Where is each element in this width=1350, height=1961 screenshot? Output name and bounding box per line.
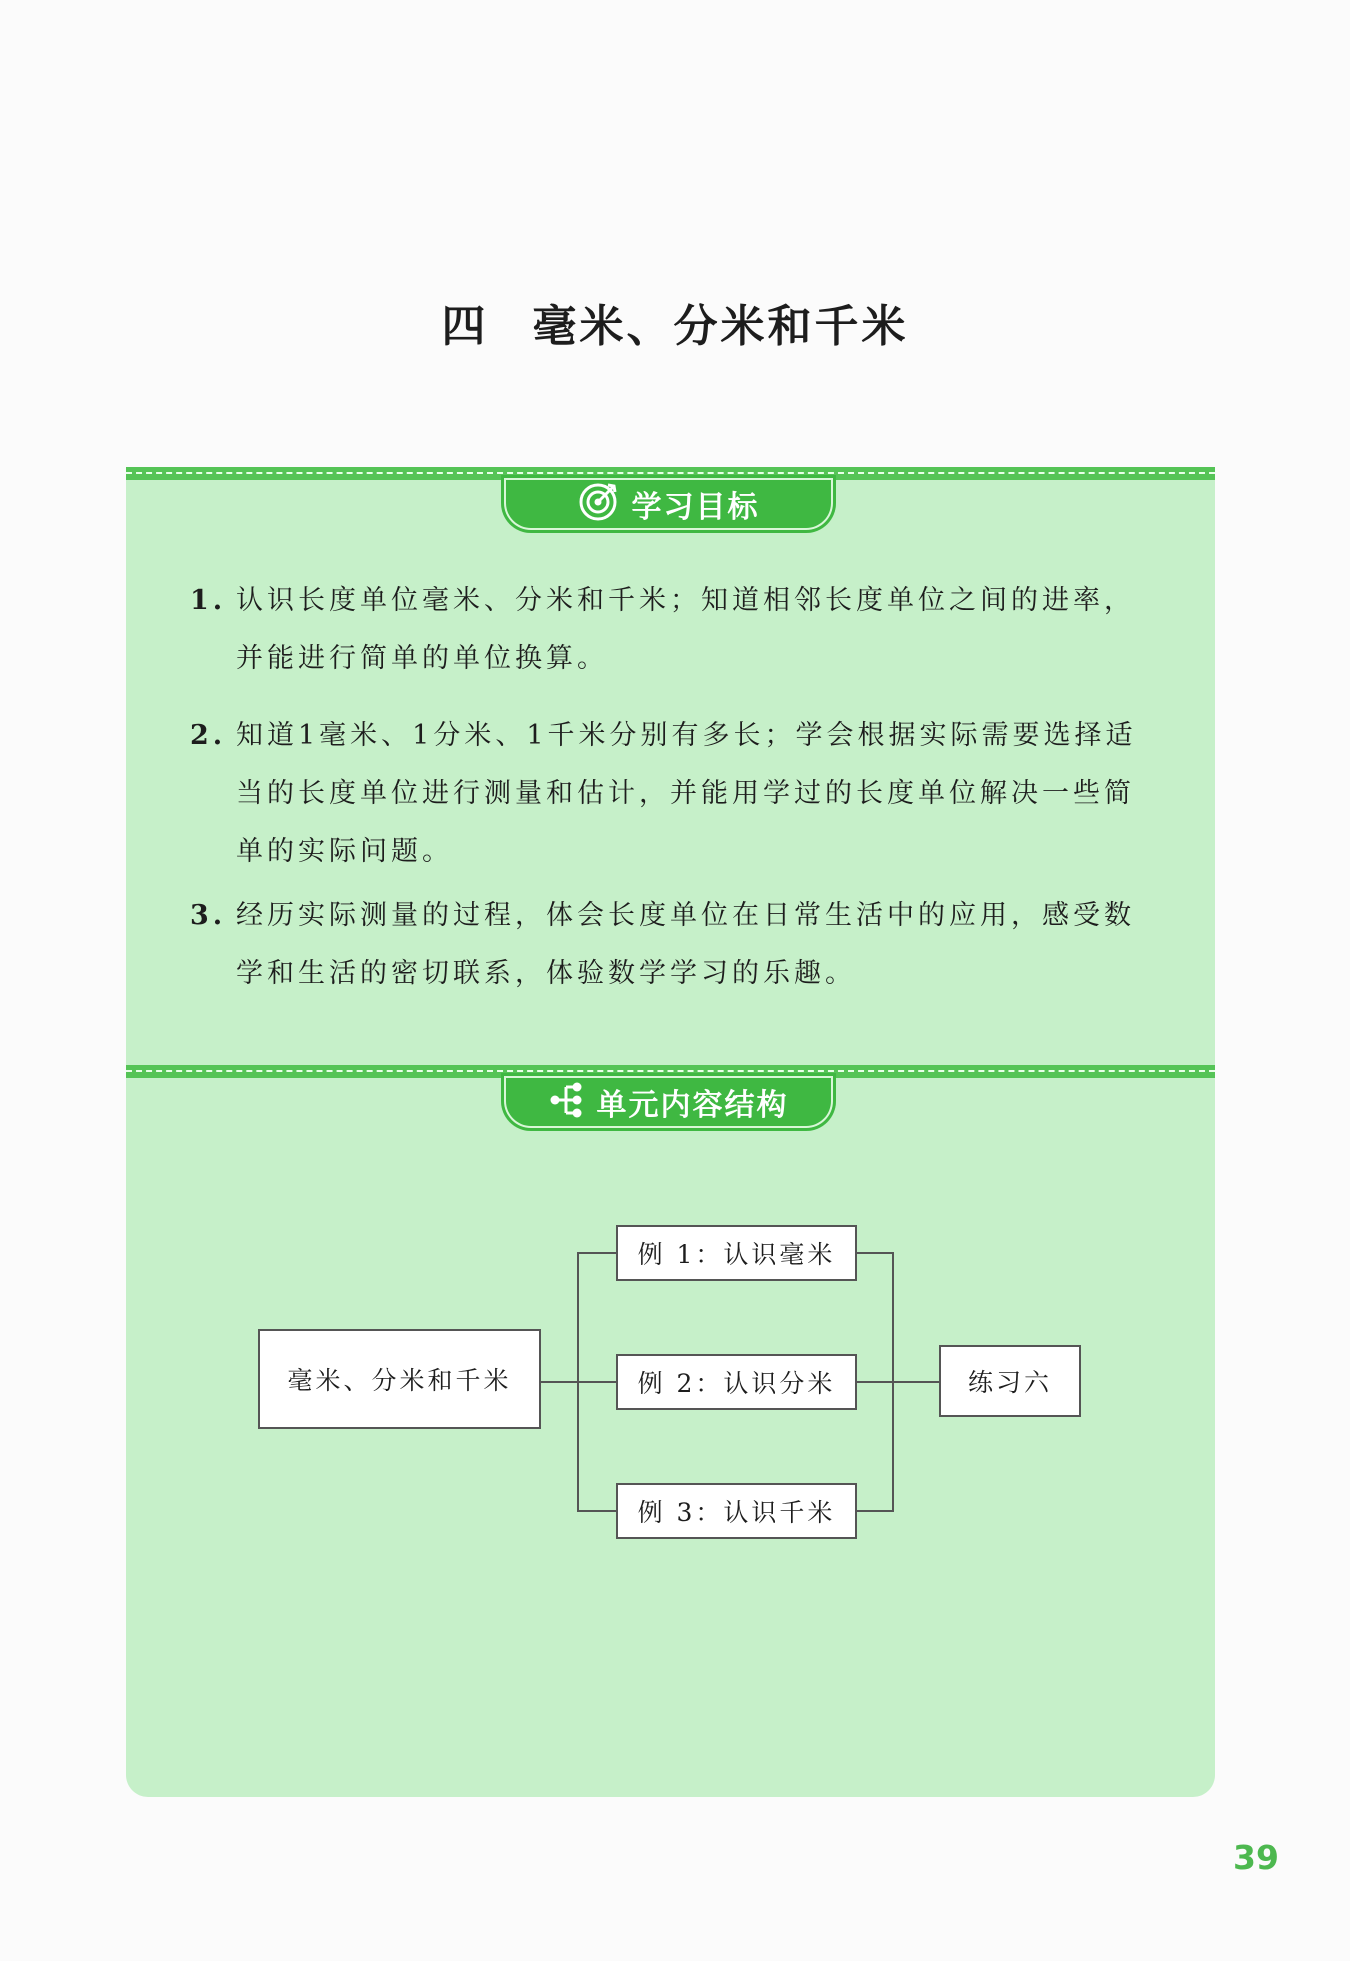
example-2-label: 例 2：认识分米 (637, 1369, 836, 1398)
structure-tree-icon (549, 1082, 583, 1122)
goals-header-label: 学习目标 (631, 490, 760, 525)
connector-line (577, 1381, 616, 1383)
structure-root-label: 毫米、分米和千米 (287, 1366, 512, 1395)
structure-header-label: 单元内容结构 (596, 1088, 789, 1123)
goals-header-tab (501, 475, 836, 533)
connector-line (857, 1381, 893, 1383)
connector-line (577, 1252, 616, 1254)
goal-number: 2. (190, 720, 227, 751)
example-2-box (616, 1354, 857, 1410)
example-1-label: 例 1：认识毫米 (637, 1240, 836, 1269)
structure-header-tab (501, 1073, 836, 1131)
chapter-name: 毫米、分米和千米 (532, 301, 909, 352)
goal-item-3 (190, 887, 1150, 1003)
connector-line (892, 1381, 939, 1383)
connector-line (857, 1252, 893, 1254)
goal-text: 经历实际测量的过程，体会长度单位在日常生活中的应用，感受数学和生活的密切联系，体验数学学习的乐趣。 (236, 900, 1135, 989)
goal-number: 1. (190, 585, 227, 616)
goal-item-2 (190, 707, 1150, 881)
connector-line (541, 1381, 578, 1383)
example-1-box (616, 1225, 857, 1281)
target-icon (578, 482, 618, 526)
structure-root-box (258, 1329, 541, 1429)
content-panel (126, 467, 1215, 1797)
goal-number: 3. (190, 900, 227, 931)
goal-text: 知道1毫米、1分米、1千米分别有多长；学会根据实际需要选择适当的长度单位进行测量和估计，并能用学过的长度单位解决一些简单的实际问题。 (236, 720, 1137, 867)
practice-label: 练习六 (967, 1368, 1052, 1397)
connector-line (577, 1510, 616, 1512)
example-3-label: 例 3：认识千米 (637, 1498, 836, 1527)
goal-item-1 (190, 572, 1150, 688)
connector-line (857, 1510, 893, 1512)
page-number: 39 (1233, 1838, 1279, 1877)
chapter-title (0, 290, 1350, 354)
goal-text: 认识长度单位毫米、分米和千米；知道相邻长度单位之间的进率，并能进行简单的单位换算。 (236, 585, 1135, 674)
chapter-number: 四 (441, 301, 489, 352)
example-3-box (616, 1483, 857, 1539)
practice-box (939, 1345, 1081, 1417)
